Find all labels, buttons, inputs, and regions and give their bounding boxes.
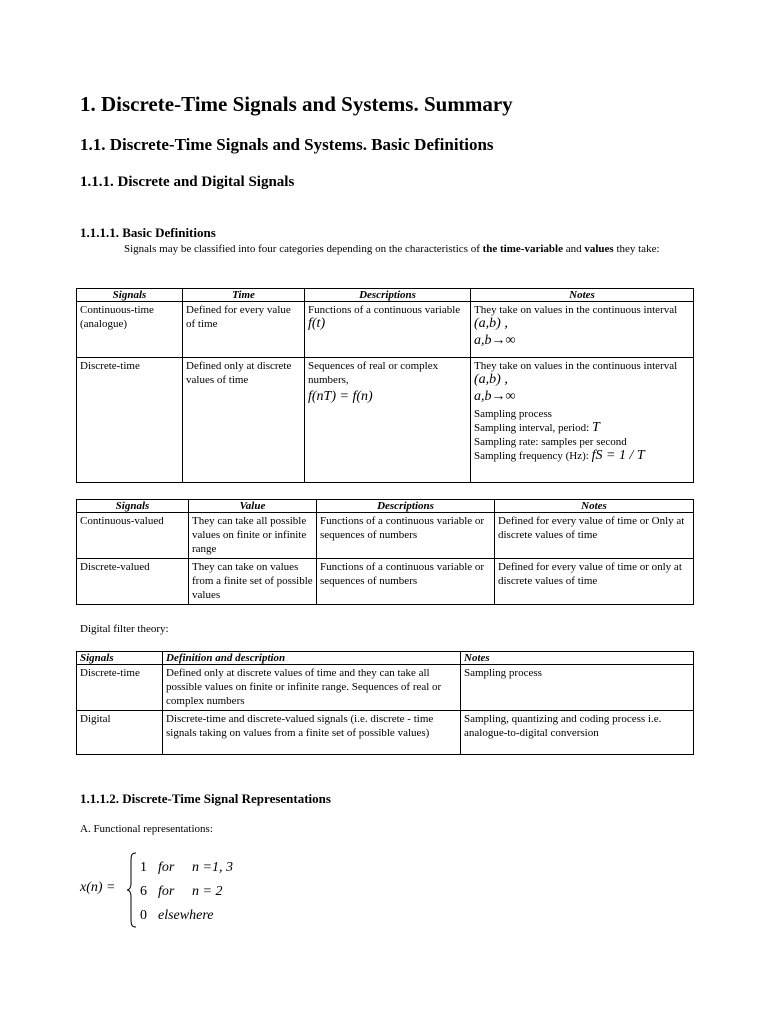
case-keyword: for bbox=[158, 860, 175, 875]
signals-value-table bbox=[76, 499, 694, 605]
table-header-row bbox=[77, 289, 694, 302]
case-condition: n =1, 3 bbox=[192, 860, 233, 875]
table-cell-signal: Continuous-time (analogue) bbox=[77, 302, 183, 358]
case-value: 0 bbox=[140, 908, 147, 923]
description-text: Sequences of real or complex numbers, bbox=[308, 360, 439, 386]
table-cell-signal: Continuous-valued bbox=[77, 513, 189, 559]
column-header: Notes bbox=[471, 289, 694, 302]
math-expression: f(nT) = f(n) bbox=[308, 389, 373, 404]
intro-text-before: Signals may be classified into four categories depending on the characteristics of bbox=[124, 243, 483, 255]
page-title: 1. Discrete-Time Signals and Systems. Summary bbox=[80, 92, 513, 116]
intro-text-mid: and bbox=[562, 243, 585, 255]
table-cell-description: Functions of a continuous variable or sequences of numbers bbox=[317, 559, 495, 605]
column-header: Descriptions bbox=[317, 500, 495, 513]
column-header: Descriptions bbox=[305, 289, 471, 302]
math-expression: fS = 1 / T bbox=[591, 448, 645, 463]
table-cell-definition: Discrete-time and discrete-valued signals (i.e. discrete - time signals taking on values from a finite set of possible values) bbox=[163, 711, 461, 755]
table-cell-notes: Sampling, quantizing and coding process i.e. analogue-to-digital conversion bbox=[461, 711, 694, 755]
case-condition: n = 2 bbox=[192, 884, 223, 899]
notes-line bbox=[474, 421, 690, 435]
table-cell-description: Functions of a continuous variable or sequences of numbers bbox=[317, 513, 495, 559]
notes-line bbox=[474, 435, 690, 449]
column-header: Notes bbox=[495, 500, 694, 513]
column-header: Signals bbox=[77, 289, 183, 302]
table-cell-notes: Defined for every value of time or only at discrete values of time bbox=[495, 559, 694, 605]
math-expression: f(t) bbox=[308, 316, 326, 331]
math-expression: (a,b) , bbox=[474, 372, 508, 387]
equation-case bbox=[140, 904, 233, 928]
notes-line-text: Sampling process bbox=[474, 408, 552, 420]
table-row bbox=[77, 665, 694, 711]
table-cell-time: Defined only at discrete values of time bbox=[183, 358, 305, 483]
equation-case bbox=[140, 880, 233, 904]
intro-text-after: they take: bbox=[613, 243, 660, 255]
case-keyword: elsewhere bbox=[158, 908, 214, 923]
table-cell-description bbox=[305, 302, 471, 358]
notes-line-text: Sampling interval, period: bbox=[474, 422, 590, 434]
notes-line bbox=[474, 449, 690, 463]
subsubsection-heading: 1.1.1.1. Basic Definitions bbox=[80, 225, 216, 240]
table-cell-signal: Digital bbox=[77, 711, 163, 755]
intro-bold-time-variable: the time-variable bbox=[482, 243, 563, 255]
table-cell-definition: Defined only at discrete values of time and they can take all possible values on finite or infinite range. Sequences of real or complex numbers bbox=[163, 665, 461, 711]
left-brace-icon bbox=[127, 852, 137, 928]
table-row bbox=[77, 711, 694, 755]
case-value: 1 bbox=[140, 860, 147, 875]
table-row bbox=[77, 559, 694, 605]
math-expression: a,b→∞ bbox=[474, 333, 516, 348]
intro-bold-values: values bbox=[584, 243, 614, 255]
math-expression: (a,b) , bbox=[474, 316, 508, 331]
notes-text: They take on values in the continuous interval bbox=[474, 360, 678, 372]
notes-text: They take on values in the continuous interval bbox=[474, 304, 678, 316]
signals-time-table bbox=[76, 288, 694, 483]
table-cell-value: They can take all possible values on finite or infinite range bbox=[189, 513, 317, 559]
table-cell-signal: Discrete-time bbox=[77, 358, 183, 483]
case-keyword: for bbox=[158, 884, 175, 899]
table-row bbox=[77, 302, 694, 358]
description-text: Functions of a continuous variable bbox=[308, 304, 461, 316]
table-header-row bbox=[77, 652, 694, 665]
case-value: 6 bbox=[140, 884, 147, 899]
table-cell-value: They can take on values from a finite set of possible values bbox=[189, 559, 317, 605]
column-header: Time bbox=[183, 289, 305, 302]
column-header: Value bbox=[189, 500, 317, 513]
table-cell-notes bbox=[471, 358, 694, 483]
table-row bbox=[77, 358, 694, 483]
column-header: Signals bbox=[77, 500, 189, 513]
table-cell-notes: Defined for every value of time or Only at discrete values of time bbox=[495, 513, 694, 559]
representations-heading: 1.1.1.2. Discrete-Time Signal Representations bbox=[80, 791, 331, 806]
table-cell-notes bbox=[471, 302, 694, 358]
equation-cases bbox=[140, 856, 233, 928]
table-row bbox=[77, 513, 694, 559]
table-cell-signal: Discrete-time bbox=[77, 665, 163, 711]
table-cell-time: Defined for every value of time bbox=[183, 302, 305, 358]
table-header-row bbox=[77, 500, 694, 513]
digital-filter-table bbox=[76, 651, 694, 755]
functional-representations-label: A. Functional representations: bbox=[80, 823, 213, 835]
equation-case bbox=[140, 856, 233, 880]
section-heading: 1.1. Discrete-Time Signals and Systems. Basic Definitions bbox=[80, 135, 494, 154]
column-header: Definition and description bbox=[163, 652, 461, 665]
math-expression: T bbox=[591, 420, 600, 435]
table-cell-signal: Discrete-valued bbox=[77, 559, 189, 605]
table-cell-notes: Sampling process bbox=[461, 665, 694, 711]
subsection-heading: 1.1.1. Discrete and Digital Signals bbox=[80, 174, 295, 190]
column-header: Notes bbox=[461, 652, 694, 665]
digital-filter-label: Digital filter theory: bbox=[80, 623, 169, 635]
notes-line bbox=[474, 407, 690, 421]
intro-paragraph bbox=[80, 242, 690, 257]
equation-lhs: x(n) = bbox=[80, 880, 116, 895]
notes-line-text: Sampling frequency (Hz): bbox=[474, 450, 589, 462]
notes-line-text: Sampling rate: samples per second bbox=[474, 436, 627, 448]
column-header: Signals bbox=[77, 652, 163, 665]
math-expression: a,b→∞ bbox=[474, 389, 516, 404]
table-cell-description bbox=[305, 358, 471, 483]
